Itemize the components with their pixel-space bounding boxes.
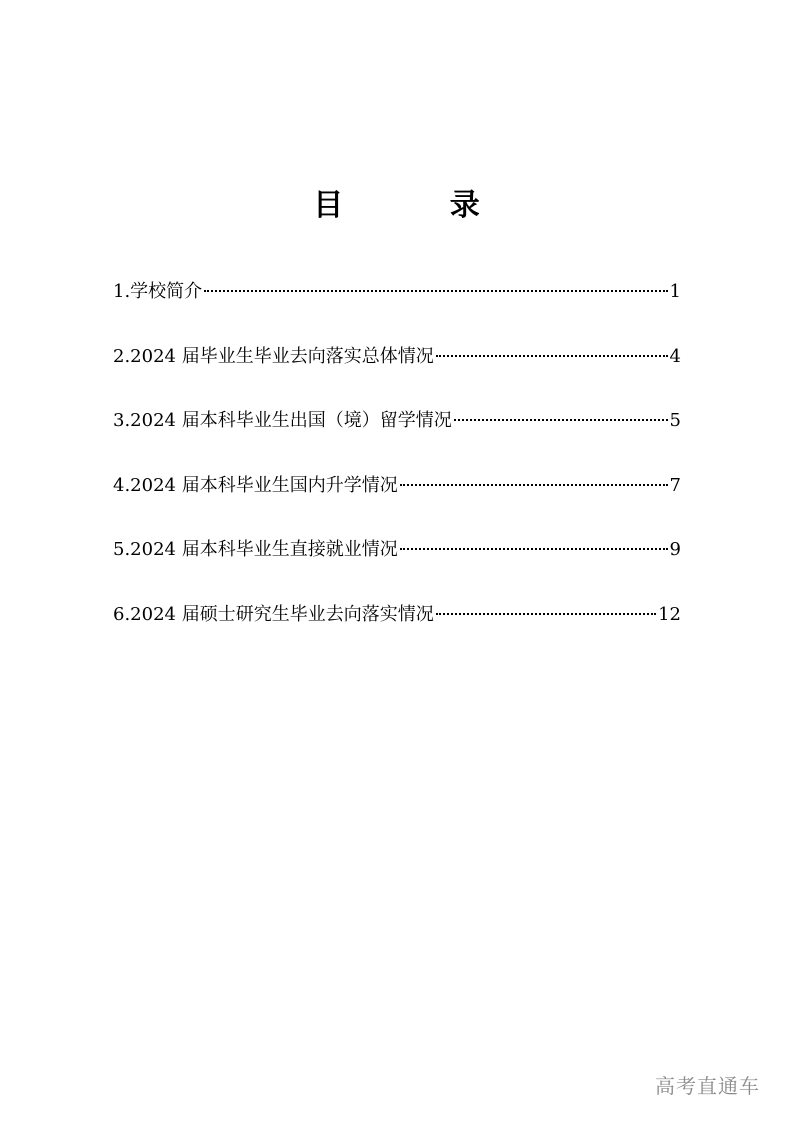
toc-entry-text: 4.2024 届本科毕业生国内升学情况 (113, 474, 398, 496)
toc-entry-text: 1.学校简介 (113, 281, 203, 302)
toc-entry[interactable] (113, 343, 681, 408)
toc-page-number: 12 (658, 603, 681, 625)
toc-leader-dots (204, 290, 667, 292)
toc-entry-text: 3.2024 届本科毕业生出国（境）留学情况 (113, 410, 452, 432)
watermark: 高考直通车 (655, 1074, 760, 1098)
toc-page-number: 1 (669, 281, 681, 302)
toc-entry-text: 5.2024 届本科毕业生直接就业情况 (113, 539, 398, 561)
page-title: 目 录 (313, 188, 528, 223)
toc-entry[interactable] (113, 278, 681, 343)
toc-page-number: 9 (669, 539, 681, 561)
toc-page-number: 7 (669, 474, 681, 496)
toc-leader-dots (454, 419, 668, 421)
toc-entry[interactable] (113, 601, 681, 666)
toc-entry-text: 6.2024 届硕士研究生毕业去向落实情况 (113, 603, 434, 625)
toc-page-number: 5 (669, 410, 681, 432)
table-of-contents (113, 278, 681, 666)
toc-leader-dots (400, 484, 668, 486)
toc-entry-text: 2.2024 届毕业生毕业去向落实总体情况 (113, 345, 434, 367)
toc-leader-dots (400, 548, 668, 550)
toc-entry[interactable] (113, 407, 681, 472)
toc-leader-dots (436, 355, 668, 357)
toc-page-number: 4 (669, 345, 681, 367)
toc-entry[interactable] (113, 536, 681, 601)
toc-entry[interactable] (113, 472, 681, 537)
toc-leader-dots (436, 613, 656, 615)
